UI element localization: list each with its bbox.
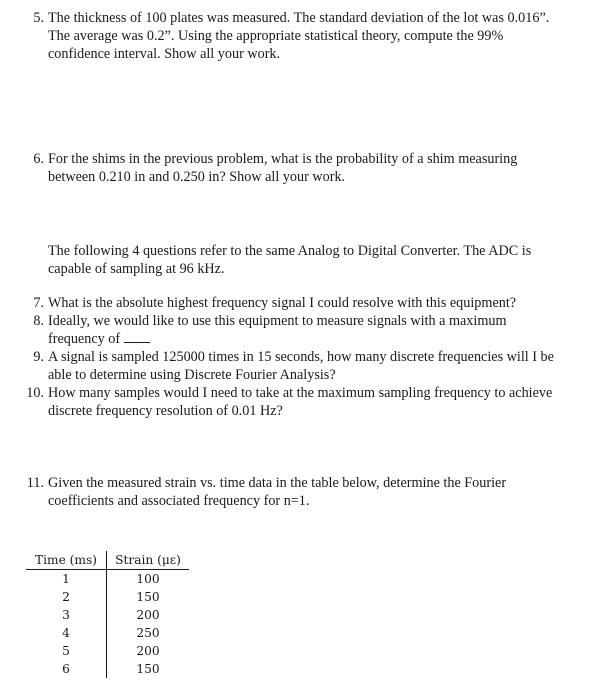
question-line: able to determine using Discrete Fourier Analysis? <box>48 367 336 383</box>
strain-cell: 200 <box>136 644 160 658</box>
strain-cell: 250 <box>136 626 160 640</box>
question-text <box>48 9 600 63</box>
question-text <box>48 384 600 420</box>
question-number: 9. <box>33 349 44 365</box>
time-cell: 2 <box>26 588 107 606</box>
question-text <box>48 474 600 510</box>
table-row <box>26 660 189 678</box>
question-number: 6. <box>33 151 44 167</box>
question-line: Given the measured strain vs. time data in the table below, determine the Fourier <box>48 475 507 491</box>
table-row <box>26 642 189 660</box>
question-line: What is the absolute highest frequency signal I could resolve with this equipment? <box>48 295 517 311</box>
adc-intro-paragraph <box>48 242 593 278</box>
question-text <box>48 348 600 384</box>
strain-cell: 200 <box>136 608 160 622</box>
question-7 <box>20 294 600 312</box>
question-9 <box>20 348 600 384</box>
question-line: coefficients and associated frequency for n=1. <box>48 493 310 509</box>
data-table <box>26 551 189 678</box>
question-line: The average was 0.2”. Using the appropriate statistical theory, compute the 99% <box>48 28 504 44</box>
time-cell: 3 <box>26 606 107 624</box>
question-line: Ideally, we would like to use this equipment to measure signals with a maximum <box>48 313 507 329</box>
strain-cell: 150 <box>136 662 160 676</box>
question-line: discrete frequency resolution of 0.01 Hz? <box>48 403 283 419</box>
time-cell: 4 <box>26 624 107 642</box>
question-line: A signal is sampled 125000 times in 15 seconds, how many discrete frequencies will I be <box>48 349 554 365</box>
question-number: 7. <box>33 295 44 311</box>
strain-cell: 150 <box>136 590 160 604</box>
question-text <box>48 150 600 186</box>
column-header-time: Time (ms) <box>26 551 107 570</box>
strain-time-table <box>26 551 189 678</box>
table-row <box>26 570 189 589</box>
question-line: For the shims in the previous problem, what is the probability of a shim measuring <box>48 151 518 167</box>
strain-cell: 100 <box>136 572 160 586</box>
question-line: The thickness of 100 plates was measured. The standard deviation of the lot was 0.016”. <box>48 10 550 26</box>
question-line: confidence interval. Show all your work. <box>48 46 281 62</box>
table-row <box>26 588 189 606</box>
question-8 <box>20 312 600 348</box>
question-5 <box>20 9 600 63</box>
question-10 <box>20 384 600 420</box>
question-text <box>48 294 600 312</box>
paragraph-line: The following 4 questions refer to the same Analog to Digital Converter. The ADC is <box>48 243 532 259</box>
paragraph-line: capable of sampling at 96 kHz. <box>48 261 225 277</box>
question-line: How many samples would I need to take at the maximum sampling frequency to achieve <box>48 385 553 401</box>
time-cell: 5 <box>26 642 107 660</box>
table-row <box>26 624 189 642</box>
time-cell: 6 <box>26 660 107 678</box>
question-number: 8. <box>33 313 44 329</box>
question-6 <box>20 150 600 186</box>
answer-blank <box>124 330 150 343</box>
question-line: between 0.210 in and 0.250 in? Show all your work. <box>48 169 346 185</box>
question-number: 5. <box>33 10 44 26</box>
question-line: frequency of <box>48 331 121 347</box>
table-row <box>26 606 189 624</box>
question-text <box>48 312 600 348</box>
question-number: 10. <box>26 385 44 401</box>
table-header-row <box>26 551 189 570</box>
time-cell: 1 <box>26 570 107 589</box>
column-header-strain: Strain (με) <box>107 551 190 570</box>
question-number: 11. <box>26 475 44 491</box>
question-11 <box>20 474 600 510</box>
question-line-with-blank <box>48 330 600 348</box>
